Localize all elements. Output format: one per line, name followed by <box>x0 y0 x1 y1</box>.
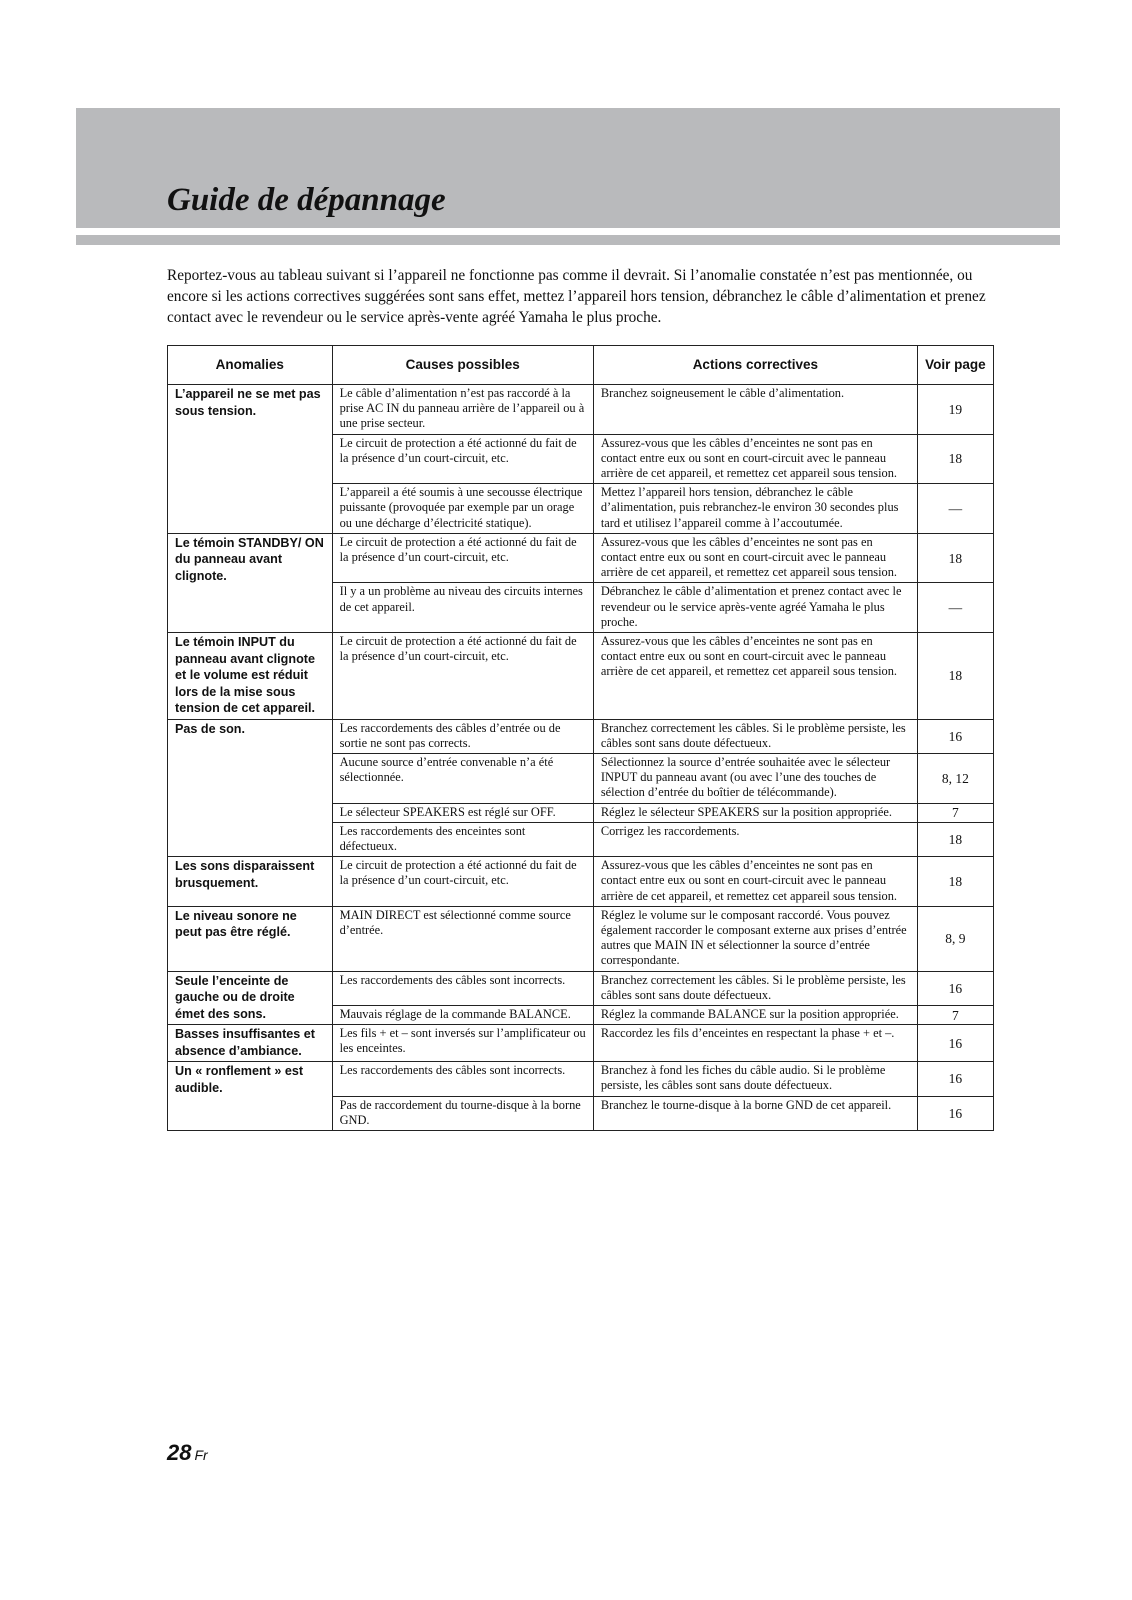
page-cell: 19 <box>917 385 993 435</box>
cause-cell: Pas de raccordement du tourne-disque à la borne GND. <box>332 1096 593 1130</box>
table-row <box>168 906 994 971</box>
anomaly-cell: Le témoin STANDBY/ ON du panneau avant clignote. <box>168 533 333 632</box>
cause-cell: Mauvais réglage de la commande BALANCE. <box>332 1006 593 1025</box>
page-cell: 8, 12 <box>917 753 993 803</box>
cause-cell: Le circuit de protection a été actionné du fait de la présence d’un court-circuit, etc. <box>332 434 593 484</box>
action-cell: Assurez-vous que les câbles d’enceintes ne sont pas en contact entre eux ou sont en court-circuit avec le panneau arrière de cet appareil, et remettez cet appareil sous tension. <box>593 533 917 583</box>
cause-cell: Le circuit de protection a été actionné du fait de la présence d’un court-circuit, etc. <box>332 533 593 583</box>
cause-cell: Les raccordements des câbles sont incorrects. <box>332 971 593 1005</box>
action-cell: Réglez le volume sur le composant raccordé. Vous pouvez également raccorder le composant externe aux prises d’entrée autres que MAIN IN et sélectionner la source d’entrée correspondante. <box>593 906 917 971</box>
page-cell: 16 <box>917 1025 993 1062</box>
page-language: Fr <box>194 1447 208 1463</box>
action-cell: Raccordez les fils d’enceintes en respectant la phase + et –. <box>593 1025 917 1062</box>
page-number: 28 <box>167 1440 192 1465</box>
page-cell: 18 <box>917 633 993 720</box>
action-cell: Branchez soigneusement le câble d’alimentation. <box>593 385 917 435</box>
page-cell: 16 <box>917 971 993 1005</box>
action-cell: Branchez à fond les fiches du câble audio. Si le problème persiste, les câbles sont sans doute défectueux. <box>593 1062 917 1096</box>
cause-cell: Le sélecteur SPEAKERS est réglé sur OFF. <box>332 803 593 822</box>
page-title: Guide de dépannage <box>167 182 446 218</box>
page-footer <box>167 1440 208 1466</box>
action-cell: Branchez correctement les câbles. Si le problème persiste, les câbles sont sans doute défectueux. <box>593 971 917 1005</box>
page-cell: 7 <box>917 803 993 822</box>
anomaly-cell: L’appareil ne se met pas sous tension. <box>168 385 333 534</box>
cause-cell: Les raccordements des câbles d’entrée ou de sortie ne sont pas corrects. <box>332 719 593 753</box>
action-cell: Assurez-vous que les câbles d’enceintes ne sont pas en contact entre eux ou sont en court-circuit avec le panneau arrière de cet appareil, et remettez cet appareil sous tension. <box>593 434 917 484</box>
cause-cell: MAIN DIRECT est sélectionné comme source d’entrée. <box>332 906 593 971</box>
table-row <box>168 1025 994 1062</box>
header-causes: Causes possibles <box>332 346 593 385</box>
action-cell: Sélectionnez la source d’entrée souhaitée avec le sélecteur INPUT du panneau avant (ou avec l’une des touches de sélection d’entrée du boîtier de télécommande). <box>593 753 917 803</box>
table-row <box>168 385 994 435</box>
table-row <box>168 857 994 907</box>
header-rule <box>76 235 1060 245</box>
page-cell: 7 <box>917 1006 993 1025</box>
table-row <box>168 633 994 720</box>
anomaly-cell: Seule l’enceinte de gauche ou de droite émet des sons. <box>168 971 333 1025</box>
cause-cell: Aucune source d’entrée convenable n’a été sélectionnée. <box>332 753 593 803</box>
header-actions: Actions correctives <box>593 346 917 385</box>
anomaly-cell: Basses insuffisantes et absence d’ambiance. <box>168 1025 333 1062</box>
table-body <box>168 385 994 1131</box>
page-cell: — <box>917 484 993 534</box>
troubleshooting-table <box>167 345 994 1131</box>
anomaly-cell: Pas de son. <box>168 719 333 857</box>
anomaly-cell: Le niveau sonore ne peut pas être réglé. <box>168 906 333 971</box>
action-cell: Assurez-vous que les câbles d’enceintes ne sont pas en contact entre eux ou sont en court-circuit avec le panneau arrière de cet appareil, et remettez cet appareil sous tension. <box>593 857 917 907</box>
action-cell: Réglez le sélecteur SPEAKERS sur la position appropriée. <box>593 803 917 822</box>
table-row <box>168 1062 994 1096</box>
cause-cell: Les raccordements des enceintes sont défectueux. <box>332 822 593 856</box>
anomaly-cell: Les sons disparaissent brusquement. <box>168 857 333 907</box>
anomaly-cell: Un « ronflement » est audible. <box>168 1062 333 1131</box>
header-anomalies: Anomalies <box>168 346 333 385</box>
cause-cell: Les fils + et – sont inversés sur l’amplificateur ou les enceintes. <box>332 1025 593 1062</box>
page-cell: 8, 9 <box>917 906 993 971</box>
action-cell: Branchez correctement les câbles. Si le problème persiste, les câbles sont sans doute défectueux. <box>593 719 917 753</box>
cause-cell: Le câble d’alimentation n’est pas raccordé à la prise AC IN du panneau arrière de l’appareil ou à une prise secteur. <box>332 385 593 435</box>
page-cell: 16 <box>917 719 993 753</box>
page-cell: 18 <box>917 857 993 907</box>
cause-cell: Il y a un problème au niveau des circuits internes de cet appareil. <box>332 583 593 633</box>
action-cell: Débranchez le câble d’alimentation et prenez contact avec le revendeur ou le service après-vente agréé Yamaha le plus proche. <box>593 583 917 633</box>
page-cell: 18 <box>917 434 993 484</box>
page-cell: 18 <box>917 822 993 856</box>
cause-cell: Le circuit de protection a été actionné du fait de la présence d’un court-circuit, etc. <box>332 857 593 907</box>
action-cell: Corrigez les raccordements. <box>593 822 917 856</box>
table-row <box>168 971 994 1005</box>
table-row <box>168 719 994 753</box>
table-header-row <box>168 346 994 385</box>
cause-cell: L’appareil a été soumis à une secousse électrique puissante (provoquée par exemple par un orage ou une décharge d’électricité statique). <box>332 484 593 534</box>
page-cell: 16 <box>917 1096 993 1130</box>
page-cell: — <box>917 583 993 633</box>
action-cell: Branchez le tourne-disque à la borne GND de cet appareil. <box>593 1096 917 1130</box>
action-cell: Mettez l’appareil hors tension, débranchez le câble d’alimentation, puis rebranchez-le environ 30 secondes plus tard et utilisez l’appareil comme à l’accoutumée. <box>593 484 917 534</box>
table-row <box>168 533 994 583</box>
action-cell: Assurez-vous que les câbles d’enceintes ne sont pas en contact entre eux ou sont en court-circuit avec le panneau arrière de cet appareil, et remettez cet appareil sous tension. <box>593 633 917 720</box>
cause-cell: Le circuit de protection a été actionné du fait de la présence d’un court-circuit, etc. <box>332 633 593 720</box>
header-page: Voir page <box>917 346 993 385</box>
intro-paragraph: Reportez-vous au tableau suivant si l’appareil ne fonctionne pas comme il devrait. Si l’anomalie constatée n’est pas mentionnée, ou encore si les actions correctives suggérées sont sans effet, mettez l’appareil hors tension, débranchez le câble d’alimentation et prenez contact avec le revendeur ou le service après-vente agréé Yamaha le plus proche. <box>167 267 986 326</box>
cause-cell: Les raccordements des câbles sont incorrects. <box>332 1062 593 1096</box>
page-cell: 18 <box>917 533 993 583</box>
action-cell: Réglez la commande BALANCE sur la position appropriée. <box>593 1006 917 1025</box>
page-cell: 16 <box>917 1062 993 1096</box>
anomaly-cell: Le témoin INPUT du panneau avant clignote et le volume est réduit lors de la mise sous tension de cet appareil. <box>168 633 333 720</box>
